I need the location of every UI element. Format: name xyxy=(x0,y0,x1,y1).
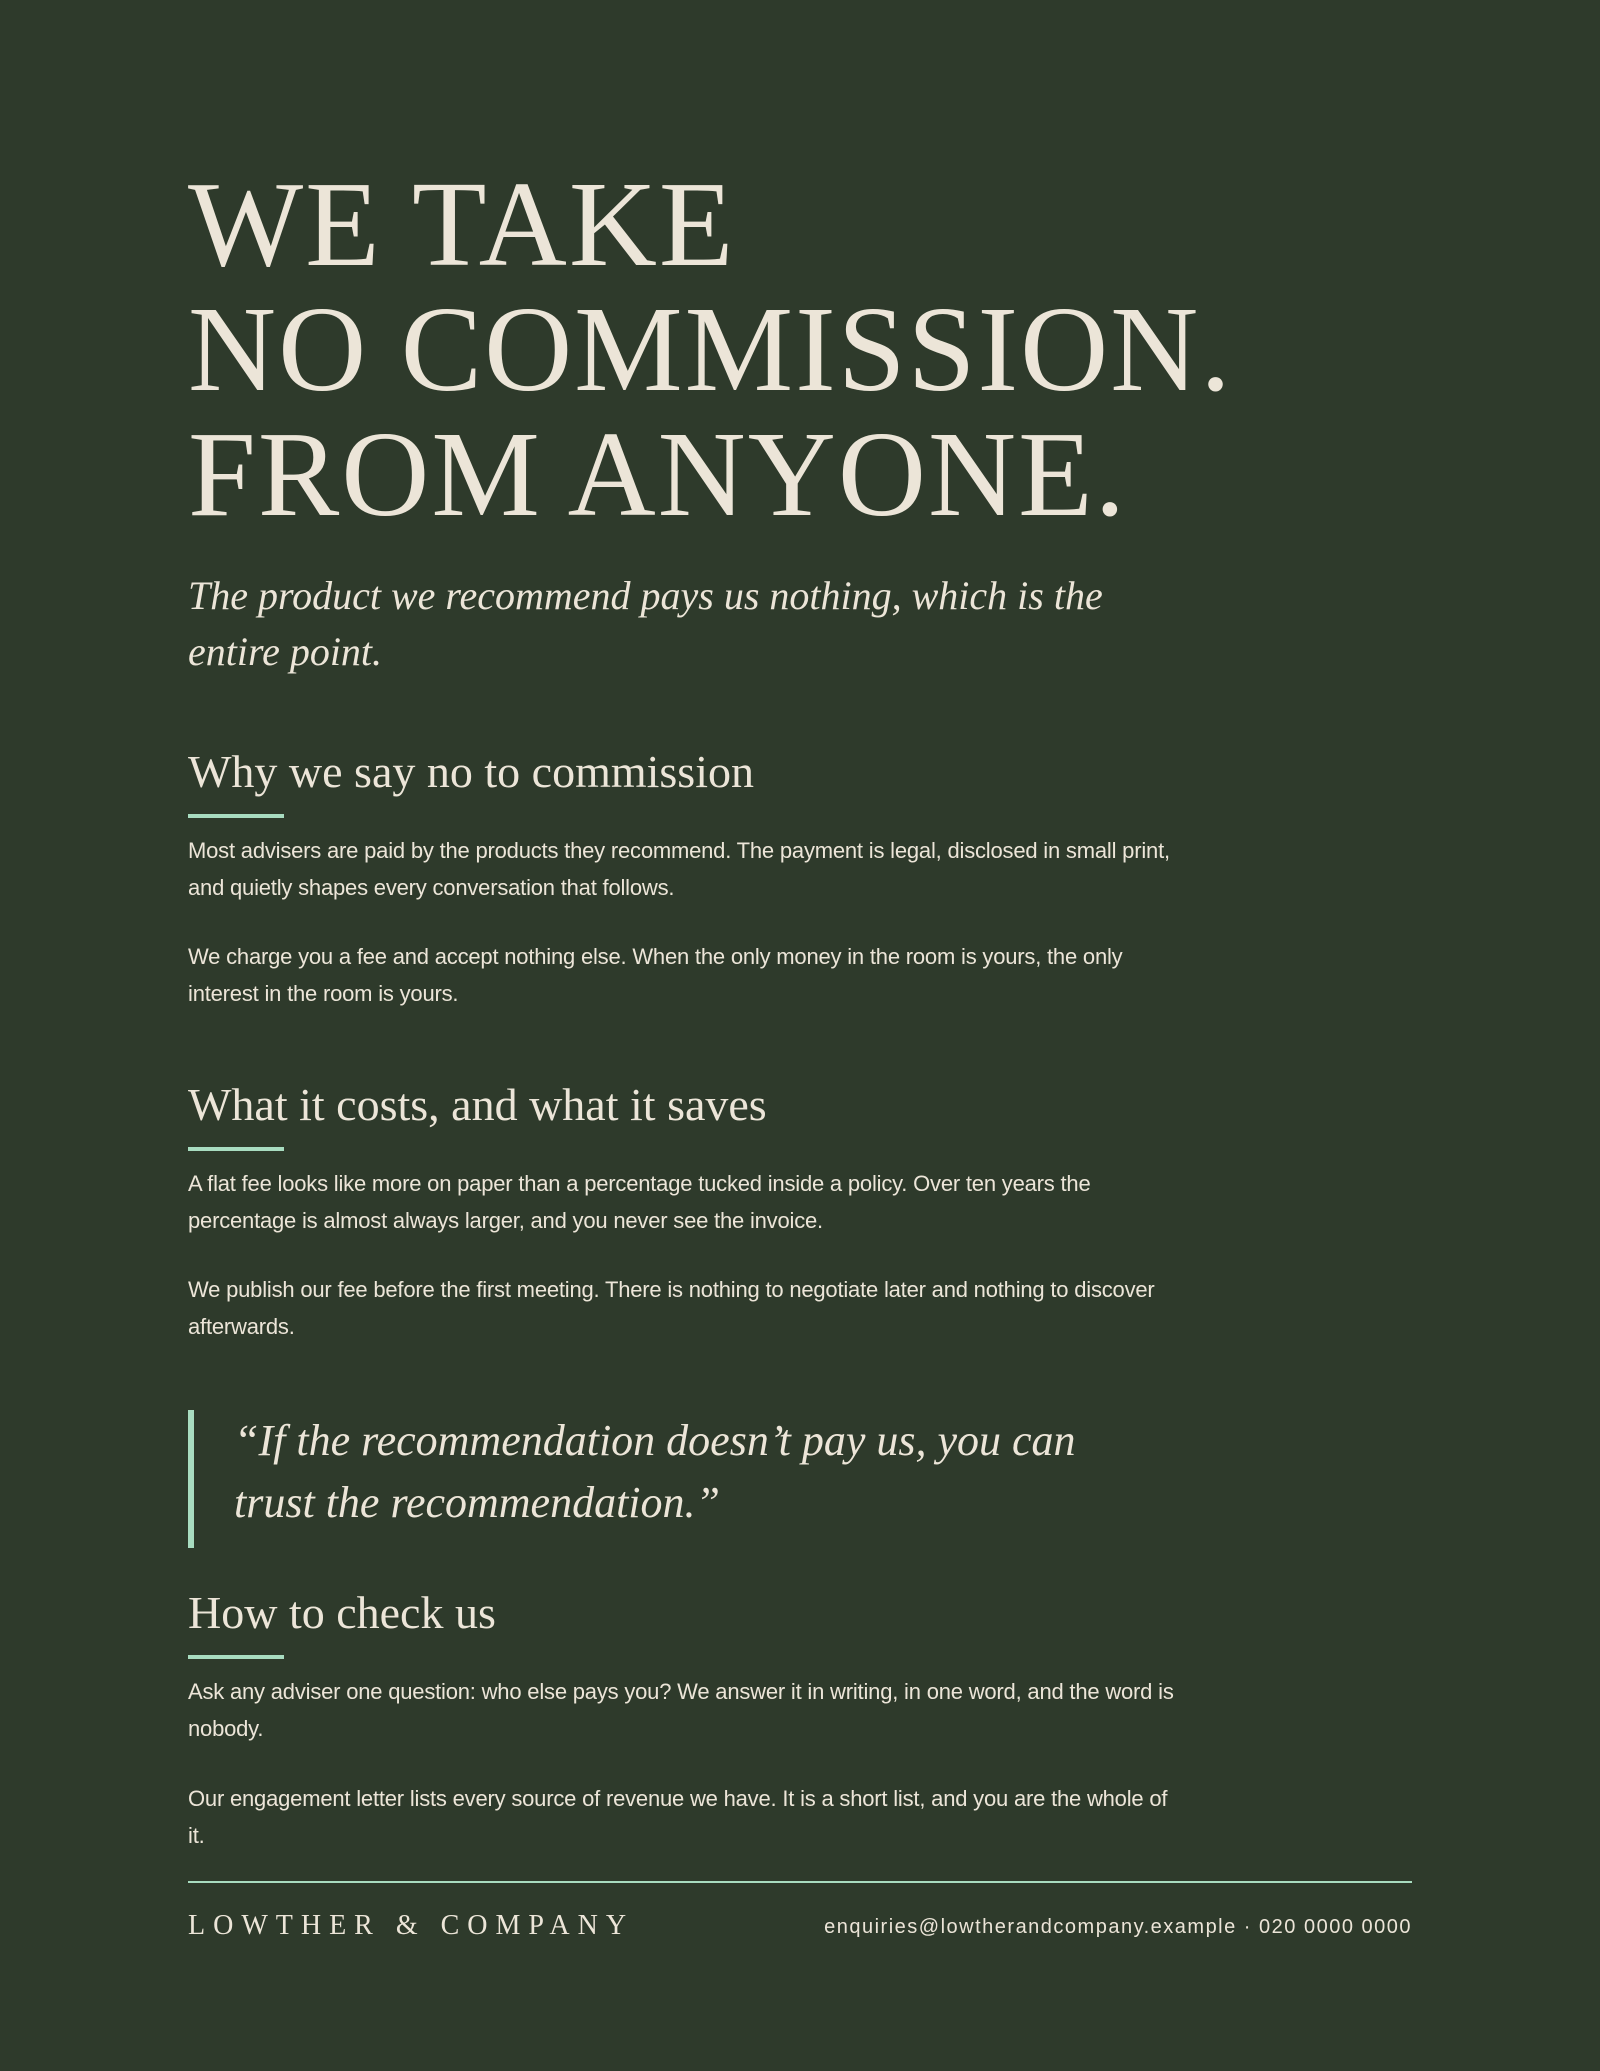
footer-divider xyxy=(188,1881,1412,1883)
section-heading-costs: What it costs, and what it saves xyxy=(188,1079,767,1130)
brand-name: LOWTHER & COMPANY xyxy=(188,1910,635,1941)
document-page xyxy=(188,0,1412,2071)
section-heading-why: Why we say no to commission xyxy=(188,746,754,797)
headline xyxy=(188,157,1233,542)
section-rule xyxy=(188,1147,284,1151)
section-rule xyxy=(188,814,284,818)
contact-details: enquiries@lowtherandcompany.example · 020 0000 0000 xyxy=(824,1916,1412,1938)
section-paragraph: Our engagement letter lists every source of revenue we have. It is a short list, and you are the whole of it. xyxy=(188,1786,1168,1848)
headline-line-3: FROM ANYONE. xyxy=(188,407,1128,542)
section-paragraph: Ask any adviser one question: who else pays you? We answer it in writing, in one word, and the word is nobody. xyxy=(188,1679,1174,1741)
section-rule xyxy=(188,1655,284,1659)
section-paragraph: Most advisers are paid by the products they recommend. The payment is legal, disclosed in small print, and quietly shapes every conversation that follows. xyxy=(188,838,1170,900)
section-paragraph: We charge you a fee and accept nothing else. When the only money in the room is yours, the only interest in the room is yours. xyxy=(188,944,1123,1006)
section-paragraph: A flat fee looks like more on paper than a percentage tucked inside a policy. Over ten years the percentage is almost always larger, and you never see the invoice. xyxy=(188,1171,1091,1233)
headline-line-1: WE TAKE xyxy=(188,157,736,292)
subtitle: The product we recommend pays us nothing, which is the entire point. xyxy=(188,573,1103,674)
pull-quote-text: “If the recommendation doesn’t pay us, you can trust the recommendation.” xyxy=(234,1416,1076,1527)
section-paragraph: We publish our fee before the first meeting. There is nothing to negotiate later and nothing to discover afterwards. xyxy=(188,1277,1155,1339)
pull-quote xyxy=(188,1410,1188,1548)
headline-line-2: NO COMMISSION. xyxy=(188,282,1233,417)
section-heading-check: How to check us xyxy=(188,1587,496,1638)
